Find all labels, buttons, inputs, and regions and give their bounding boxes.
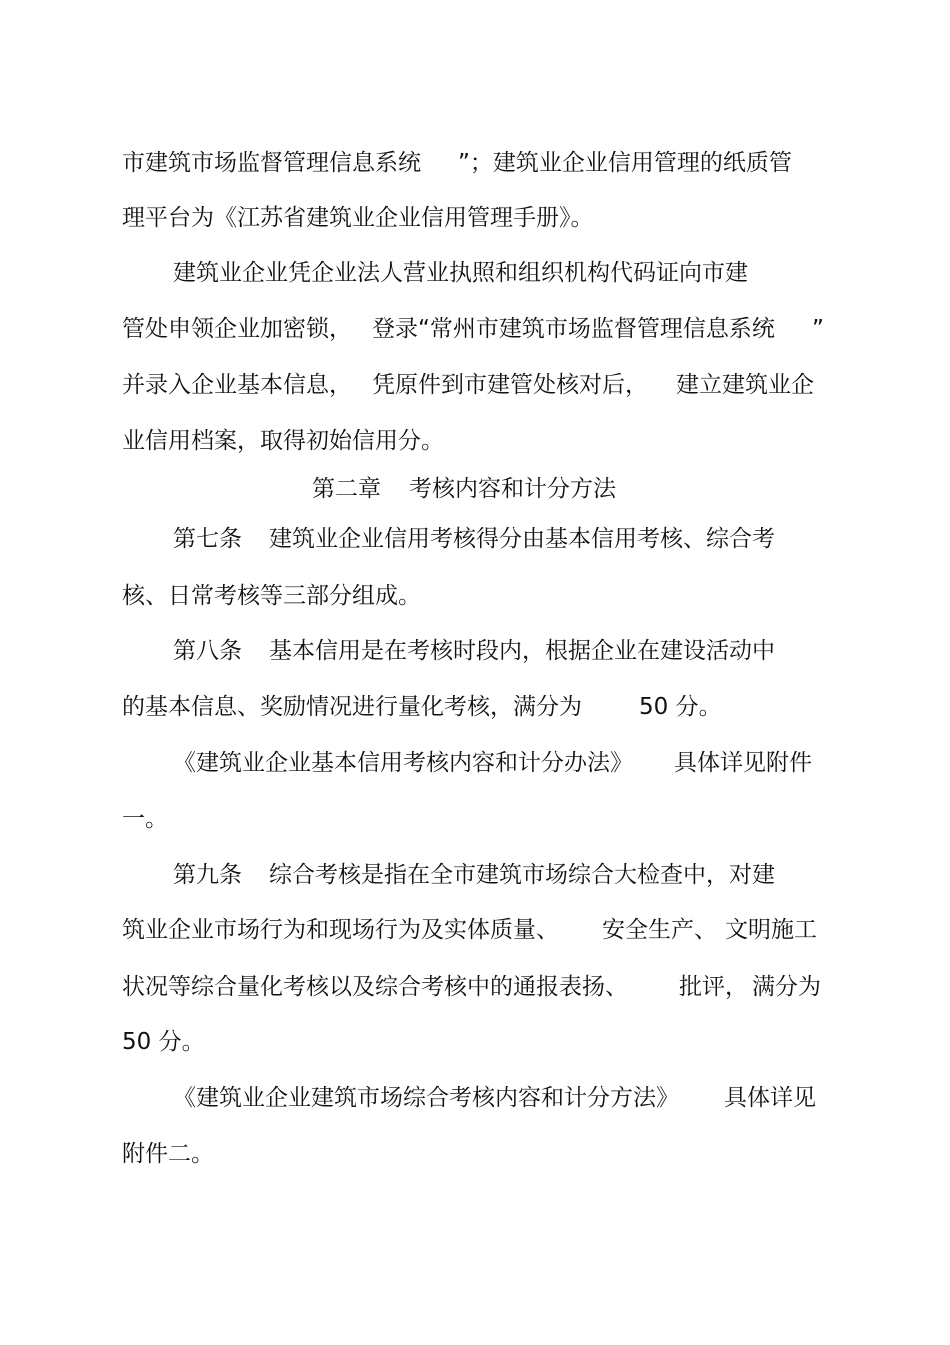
text-segment: 并录入企业基本信息，: [122, 372, 352, 398]
text-line: [122, 256, 822, 290]
text-segment: 核、日常考核等三部分组成。: [122, 583, 421, 609]
text-line: [122, 1137, 822, 1171]
score-value: 50 分。: [122, 1029, 205, 1055]
text-segment: ”: [812, 316, 824, 342]
text-segment: 建立建筑业企: [676, 372, 814, 398]
text-segment: 理平台为《江苏省建筑业企业信用管理手册》。: [122, 205, 594, 231]
text-line: [122, 913, 822, 947]
score-value: 50 分。: [639, 694, 722, 720]
text-segment: 具体详见: [724, 1085, 816, 1111]
document-reference: 《建筑业企业基本信用考核内容和计分办法》: [173, 750, 633, 776]
text-segment: 附件二。: [122, 1141, 214, 1167]
text-segment: 登录“常州市建筑市场监督管理信息系统: [372, 316, 775, 342]
text-segment: 批评，: [679, 974, 748, 1000]
text-segment: 文明施工: [725, 917, 817, 943]
text-segment: 凭原件到市建管处核对后，: [372, 372, 648, 398]
text-line: [122, 522, 822, 556]
text-segment: 管处申领企业加密锁，: [122, 316, 352, 342]
text-line: [122, 424, 822, 458]
text-segment: 建筑业企业信用考核得分由基本信用考核、综合考: [269, 526, 775, 552]
text-line: [122, 368, 822, 402]
text-segment: 建筑业企业凭企业法人营业执照和组织机构代码证向市建: [173, 260, 748, 286]
text-segment: 基本信用是在考核时段内，根据企业在建设活动中: [269, 638, 775, 664]
text-line: [122, 1025, 822, 1059]
text-segment: 市建筑市场监督管理信息系统: [122, 150, 421, 176]
text-line: [122, 802, 822, 836]
text-segment: ”；建筑业企业信用管理的纸质管: [458, 150, 792, 176]
text-segment: 综合考核是指在全市建筑市场综合大检查中，对建: [269, 862, 775, 888]
text-line: [122, 312, 822, 346]
text-segment: 满分为: [752, 974, 821, 1000]
text-line: [122, 201, 822, 235]
text-line: [122, 579, 822, 613]
article-number: 第九条: [173, 862, 242, 888]
text-segment: 具体详见附件: [674, 750, 812, 776]
text-segment: 安全生产、: [602, 917, 717, 943]
article-number: 第八条: [173, 638, 242, 664]
text-line: [122, 690, 822, 724]
text-line: [122, 858, 822, 892]
text-segment: 业信用档案，取得初始信用分。: [122, 428, 444, 454]
text-line: [122, 970, 822, 1004]
text-segment: 状况等综合量化考核以及综合考核中的通报表扬、: [122, 974, 628, 1000]
text-segment: 的基本信息、奖励情况进行量化考核，满分为: [122, 694, 582, 720]
text-line: [122, 1081, 822, 1115]
text-line: [122, 146, 822, 180]
document-reference: 《建筑业企业建筑市场综合考核内容和计分方法》: [173, 1085, 679, 1111]
text-line: [122, 746, 822, 780]
article-number: 第七条: [173, 526, 242, 552]
chapter-heading: [122, 472, 822, 506]
text-line: [122, 634, 822, 668]
text-segment: 一。: [122, 806, 168, 832]
chapter-title: 考核内容和计分方法: [409, 476, 616, 502]
text-segment: 筑业企业市场行为和现场行为及实体质量、: [122, 917, 559, 943]
chapter-number: 第二章: [312, 476, 381, 502]
